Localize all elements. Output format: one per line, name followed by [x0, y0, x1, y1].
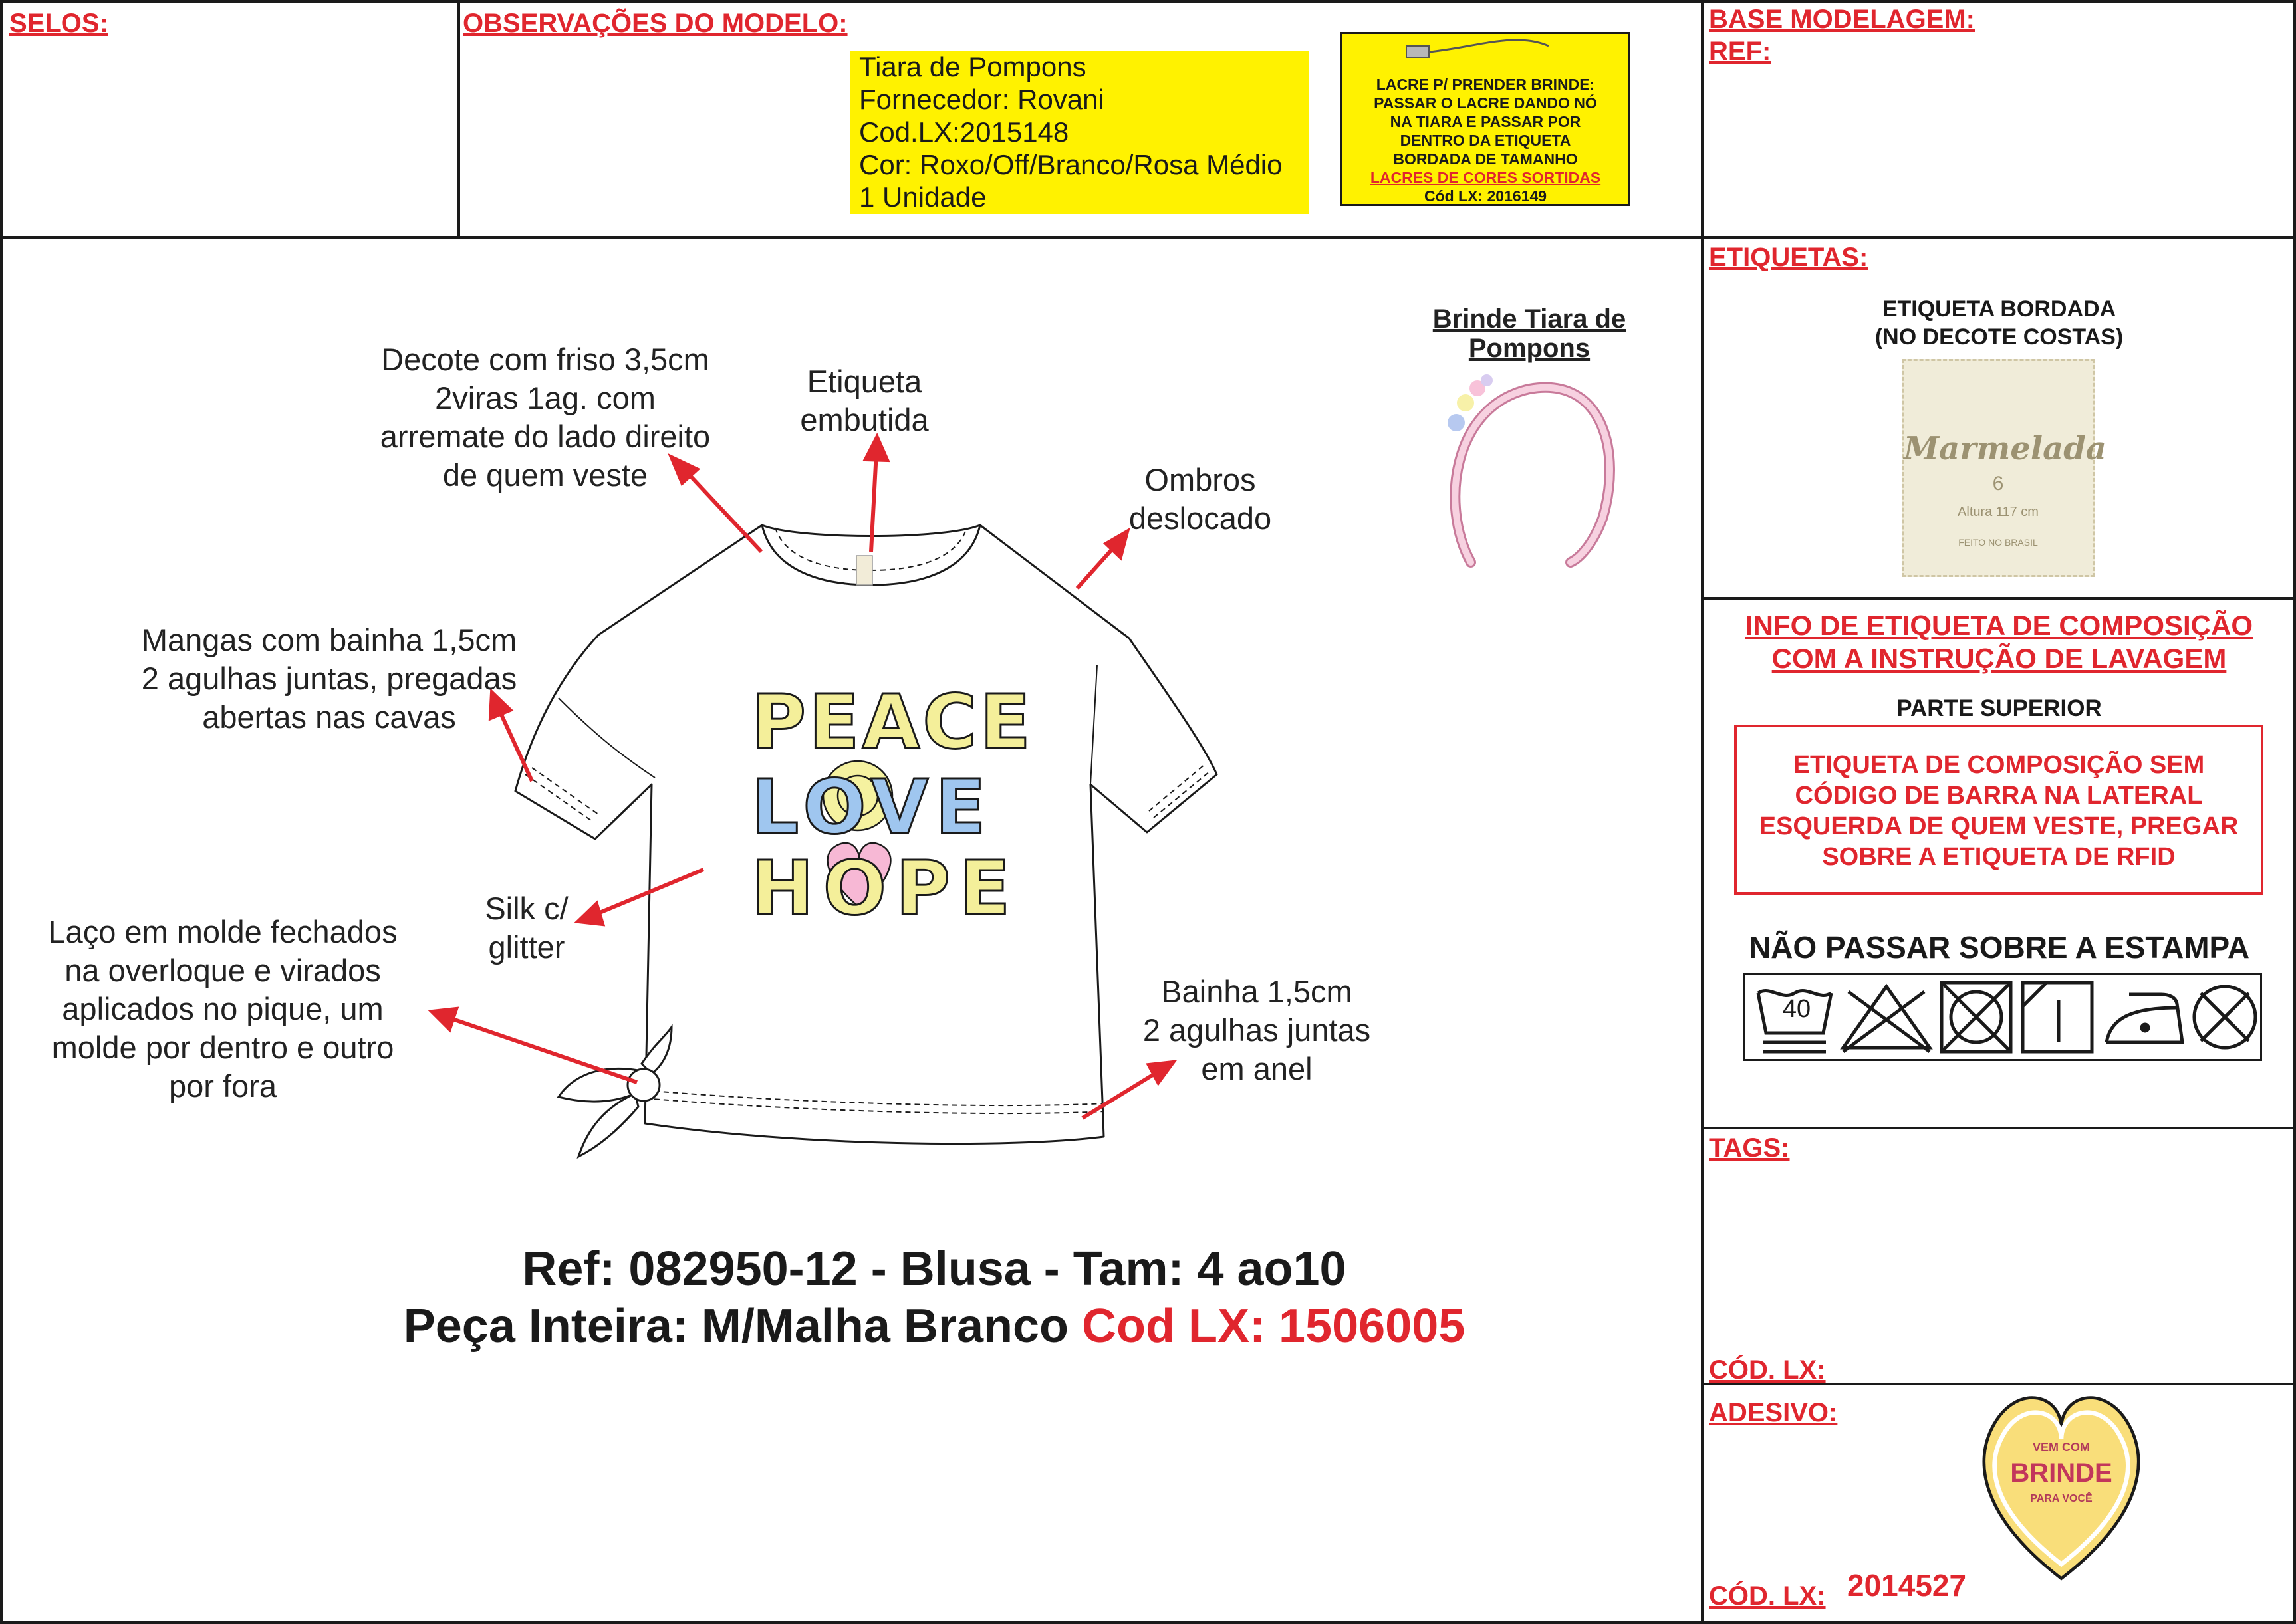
composicao-line: ESQUERDA DE QUEM VESTE, PREGAR [1759, 812, 2239, 840]
ref-title-line1: Ref: 082950-12 - Blusa - Tam: 4 ao10 [522, 1242, 1346, 1296]
note-line: molde por dentro e outro [51, 1030, 394, 1065]
label-height: Altura 117 cm [1958, 505, 2039, 519]
brinde-line: Cod.LX:2015148 [859, 116, 1069, 148]
adesivo-bottom: PARA VOCÊ [2030, 1493, 2093, 1504]
note-line: Laço em molde fechados [48, 914, 398, 949]
note-line: aplicados no pique, um [62, 991, 384, 1026]
print-line-hope: HOPE [751, 846, 1020, 932]
note-line: na overloque e virados [64, 953, 381, 988]
lacre-line: PASSAR O LACRE DANDO NÓ [1374, 94, 1597, 112]
selos-header: SELOS: [9, 9, 108, 38]
note-line: Etiqueta [807, 364, 922, 399]
cod-lx-adesivo-value: 2014527 [1847, 1568, 1967, 1603]
note-line: glitter [488, 929, 565, 965]
lacre-cod: Cód LX: 2016149 [1424, 187, 1547, 205]
title-line: Pompons [1468, 334, 1591, 363]
info-composicao-header-1: INFO DE ETIQUETA DE COMPOSIÇÃO [1745, 610, 2253, 641]
parte-superior: PARTE SUPERIOR [1896, 695, 2102, 721]
etiquetas-header: ETIQUETAS: [1709, 243, 1868, 272]
print-line-love: LOVE [751, 764, 993, 851]
adesivo-top: VEM COM [2032, 1441, 2090, 1454]
brinde-line: Tiara de Pompons [859, 51, 1086, 82]
adesivo-header: ADESIVO: [1709, 1398, 1838, 1427]
wash-temp: 40 [1782, 995, 1811, 1023]
title-line: Brinde Tiara de [1432, 304, 1626, 334]
ref-title-black: Peça Inteira: M/Malha Branco [403, 1300, 1083, 1353]
ref-header: REF: [1709, 37, 1771, 66]
cod-lx-adesivo-label: CÓD. LX: [1709, 1581, 1826, 1611]
note-line: 2viras 1ag. com [435, 380, 656, 415]
brinde-line: 1 Unidade [859, 181, 987, 213]
lacre-line: LACRE P/ PRENDER BRINDE: [1376, 76, 1595, 93]
tags-header: TAGS: [1709, 1133, 1790, 1163]
cod-lx-tags-label: CÓD. LX: [1709, 1355, 1826, 1385]
base-modelagem-header: BASE MODELAGEM: [1709, 5, 1975, 34]
note-line: embutida [800, 402, 929, 437]
nao-passar-text: NÃO PASSAR SOBRE A ESTAMPA [1748, 930, 2250, 965]
lacre-red-line: LACRES DE CORES SORTIDAS [1370, 169, 1601, 186]
note-line: Ombros [1144, 462, 1256, 497]
composicao-line: SOBRE A ETIQUETA DE RFID [1822, 843, 2176, 871]
brinde-line: Cor: Roxo/Off/Branco/Rosa Médio [859, 149, 1283, 180]
observacoes-header: OBSERVAÇÕES DO MODELO: [463, 9, 848, 38]
lacre-line: NA TIARA E PASSAR POR [1390, 113, 1581, 130]
print-line-peace: PEACE [751, 679, 1033, 766]
note-line: abertas nas cavas [202, 699, 456, 735]
info-composicao-header-2: COM A INSTRUÇÃO DE LAVAGEM [1771, 643, 2227, 674]
note-line: Decote com friso 3,5cm [381, 342, 709, 377]
brinde-line: Fornecedor: Rovani [859, 84, 1104, 115]
title-line: (NO DECOTE COSTAS) [1874, 324, 2124, 350]
label-size: 6 [1992, 473, 2004, 495]
ref-title-red: Cod LX: 1506005 [1082, 1300, 1466, 1353]
composicao-line: ETIQUETA DE COMPOSIÇÃO SEM [1793, 751, 2205, 779]
label-made-in: FEITO NO BRASIL [1958, 537, 2038, 548]
note-line: 2 agulhas juntas, pregadas [141, 661, 517, 696]
title-line: ETIQUETA BORDADA [1882, 296, 2116, 322]
note-line: Bainha 1,5cm [1161, 974, 1352, 1009]
adesivo-mid: BRINDE [2010, 1458, 2112, 1488]
note-line: arremate do lado direito [380, 419, 711, 454]
lacre-line: BORDADA DE TAMANHO [1393, 150, 1578, 168]
note-line: Mangas com bainha 1,5cm [141, 622, 517, 657]
lacre-line: DENTRO DA ETIQUETA [1400, 132, 1571, 149]
label-brand: Marmelada [1904, 430, 2106, 467]
note-line: de quem veste [442, 457, 648, 493]
note-line: 2 agulhas juntas [1142, 1012, 1371, 1048]
note-line: deslocado [1128, 501, 1272, 536]
composicao-line: CÓDIGO DE BARRA NA LATERAL [1795, 782, 2203, 810]
note-line: em anel [1201, 1051, 1313, 1086]
note-line: por fora [169, 1068, 277, 1103]
note-line: Silk c/ [485, 891, 569, 926]
